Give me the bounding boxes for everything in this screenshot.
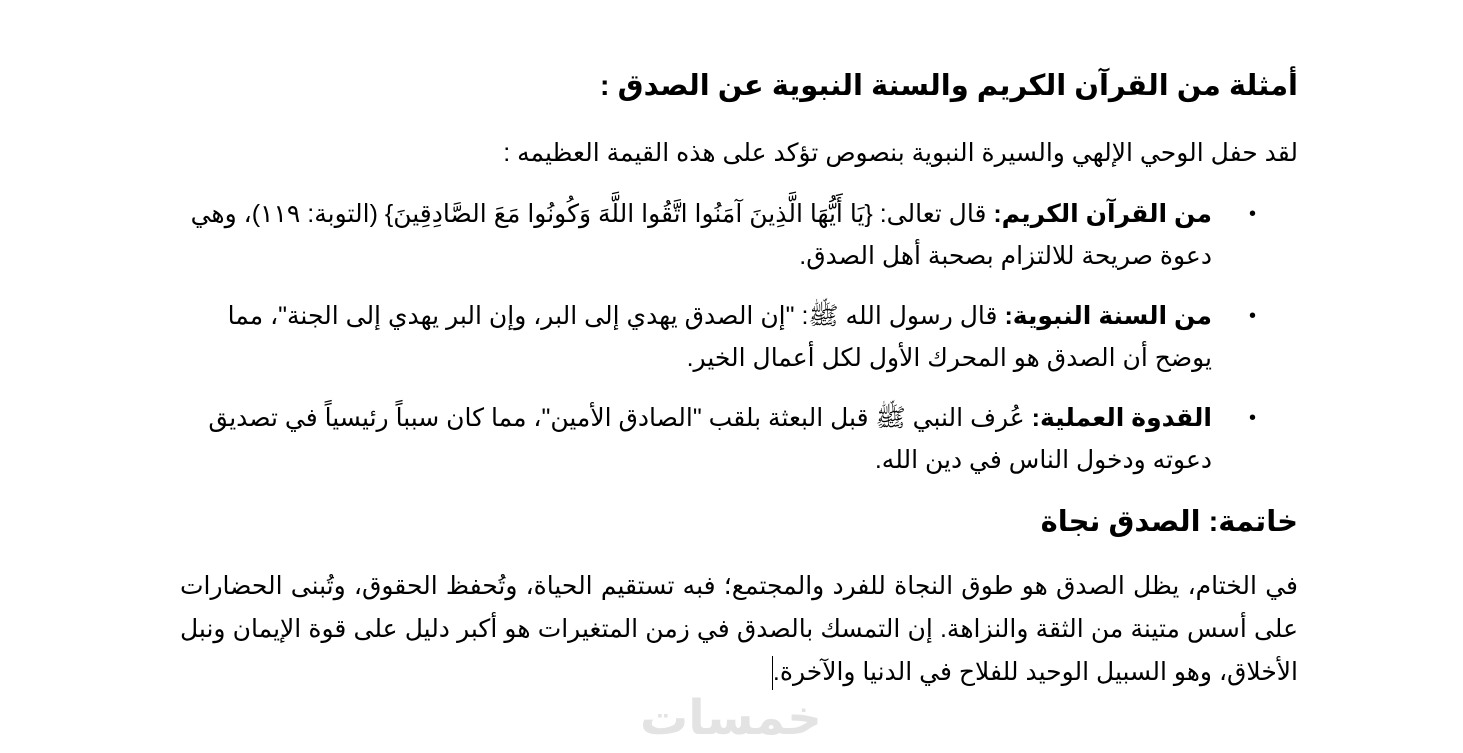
list-item-label: القدوة العملية: xyxy=(1031,404,1212,432)
list-item-text: قال تعالى: {يَا أَيُّهَا الَّذِينَ آمَنُوا اتَّقُوا اللَّهَ وَكُونُوا مَعَ الصَّادِقِينَ} (التوبة: ١١٩)، وهي دعوة صريحة للالتزام بصحبة أهل الصدق. xyxy=(190,200,1212,270)
intro-paragraph: لقد حفل الوحي الإلهي والسيرة النبوية بنصوص تؤكد على هذه القيمة العظيمه : xyxy=(503,139,1298,167)
bullet-icon: • xyxy=(1248,203,1256,225)
list-item-label: من القرآن الكريم: xyxy=(993,200,1212,228)
bullet-icon: • xyxy=(1248,407,1256,429)
list-item xyxy=(180,193,1298,277)
conclusion-paragraph[interactable] xyxy=(180,565,1298,694)
examples-list xyxy=(180,193,1298,499)
bullet-icon: • xyxy=(1248,305,1256,327)
list-item xyxy=(180,397,1298,481)
section-heading-examples: أمثلة من القرآن الكريم والسنة النبوية عن الصدق : xyxy=(599,70,1298,102)
section-heading-conclusion: خاتمة: الصدق نجاة xyxy=(1040,506,1298,538)
conclusion-text: في الختام، يظل الصدق هو طوق النجاة للفرد والمجتمع؛ فبه تستقيم الحياة، وتُحفظ الحقوق، وتُبنى الحضارات على أسس متينة من الثقة والنزاهة. إن التمسك بالصدق في زمن المتغيرات هو أكبر دليل على قوة الإيمان ونبل الأخلاق، وهو السبيل الوحيد للفلاح في الدنيا والآخرة. xyxy=(180,572,1298,686)
list-item-text: عُرف النبي ﷺ قبل البعثة بلقب "الصادق الأمين"، مما كان سبباً رئيسياً في تصديق دعوته ودخول الناس في دين الله. xyxy=(208,404,1212,474)
list-item-text: قال رسول الله ﷺ: "إن الصدق يهدي إلى البر، وإن البر يهدي إلى الجنة"، مما يوضح أن الصدق هو المحرك الأول لكل أعمال الخير. xyxy=(227,302,1212,372)
list-item-label: من السنة النبوية: xyxy=(1004,302,1212,330)
list-item xyxy=(180,295,1298,379)
watermark-logo: خمسات xyxy=(640,692,822,745)
